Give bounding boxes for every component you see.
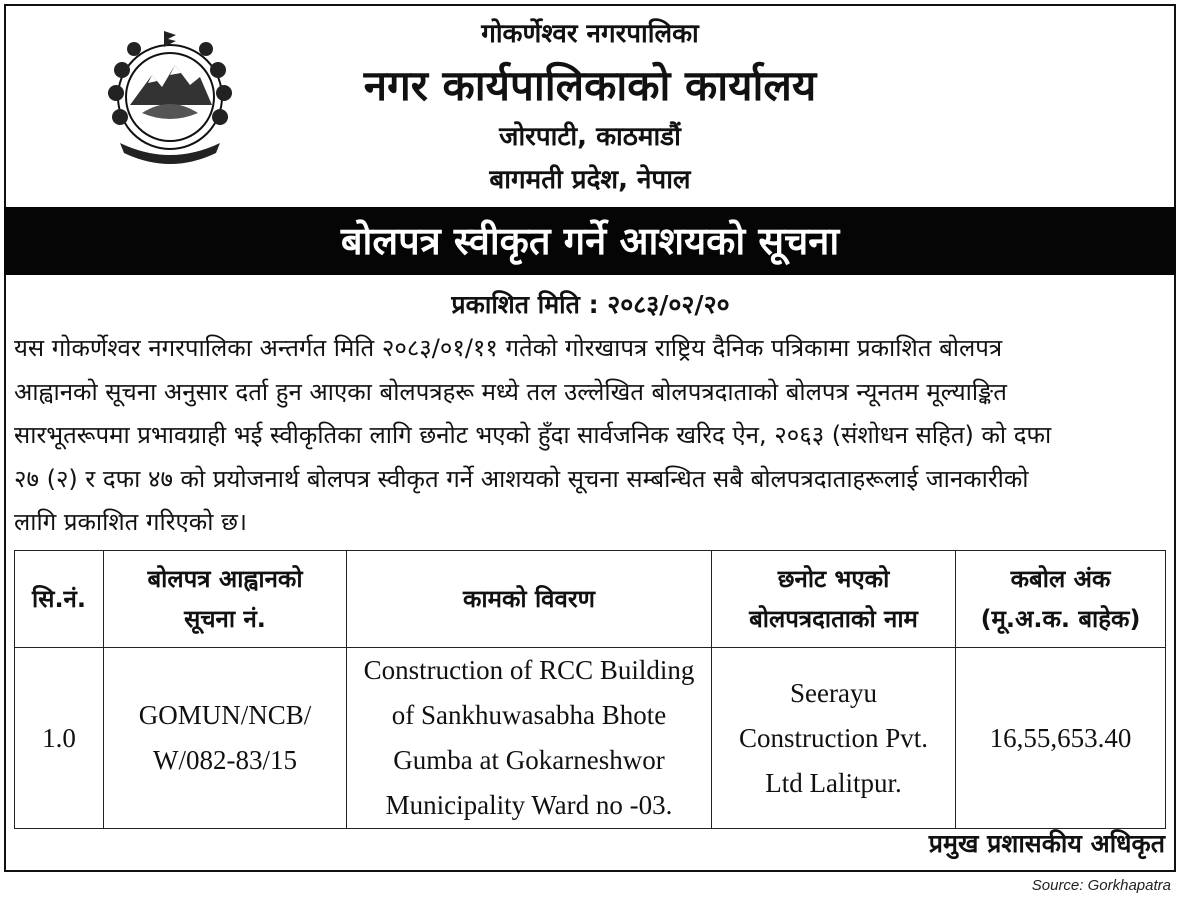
notice-body [14,327,1168,545]
body-line: आह्वानको सूचना अनुसार दर्ता हुन आएका बोलपत्रहरू मध्ये तल उल्लेखित बोलपत्रदाताको बोलपत्र न्यूनतम मूल्याङ्कित [14,377,1007,406]
table-header-row [15,551,1166,648]
office-name: नगर कार्यपालिकाको कार्यालय [363,61,817,110]
header-notice-no: बोलपत्र आह्वानको सूचना नं. [104,551,347,648]
header-bidder: छनोट भएको बोलपत्रदाताको नाम [712,551,956,648]
body-line: सारभूतरूपमा प्रभावग्राही भई स्वीकृतिका लागि छनोट भएको हुँदा सार्वजनिक खरिद ऐन, २०६३ (संशोधन सहित) को दफा [14,421,1052,449]
tender-table [14,550,1166,829]
body-line: लागि प्रकाशित गरिएको छ। [14,508,248,536]
cell-amount: 16,55,653.40 [956,648,1166,829]
signer-title: प्रमुख प्रशासकीय अधिकृत [928,829,1165,858]
header-description: कामको विवरण [347,551,712,648]
body-line: यस गोकर्णेश्वर नगरपालिका अन्तर्गत मिति २०८३/०१/११ गतेको गोरखापत्र राष्ट्रिय दैनिक पत्रिकामा प्रकाशित बोलपत्र [14,334,1003,362]
source-credit: Source: Gorkhapatra [1031,877,1171,894]
table-row [15,648,1166,829]
cell-bidder: Seerayu Construction Pvt. Ltd Lalitpur. [712,648,956,829]
cell-description: Construction of RCC Building of Sankhuwasabha Bhote Gumba at Gokarneshwor Municipality Ward no -03. [347,648,712,829]
office-province: बागमती प्रदेश, नेपाल [489,165,691,195]
header-sn: सि.नं. [15,551,104,648]
published-date: प्रकाशित मिति : २०८३/०२/२० [451,290,730,319]
notice-title: बोलपत्र स्वीकृत गर्ने आशयको सूचना [4,207,1176,275]
cell-notice-no: GOMUN/NCB/ W/082-83/15 [104,648,347,829]
nepal-government-emblem-icon [100,25,240,167]
body-line: २७ (२) र दफा ४७ को प्रयोजनार्थ बोलपत्र स्वीकृत गर्ने आशयको सूचना सम्बन्धित सबै बोलपत्रदाताहरूलाई जानकारीको [14,464,1029,493]
municipality-name: गोकर्णेश्वर नगरपालिका [481,19,699,49]
header-amount: कबोल अंक (मू.अ.क. बाहेक) [956,551,1166,648]
cell-sn: 1.0 [15,648,104,829]
office-location: जोरपाटी, काठमाडौं [499,122,681,152]
